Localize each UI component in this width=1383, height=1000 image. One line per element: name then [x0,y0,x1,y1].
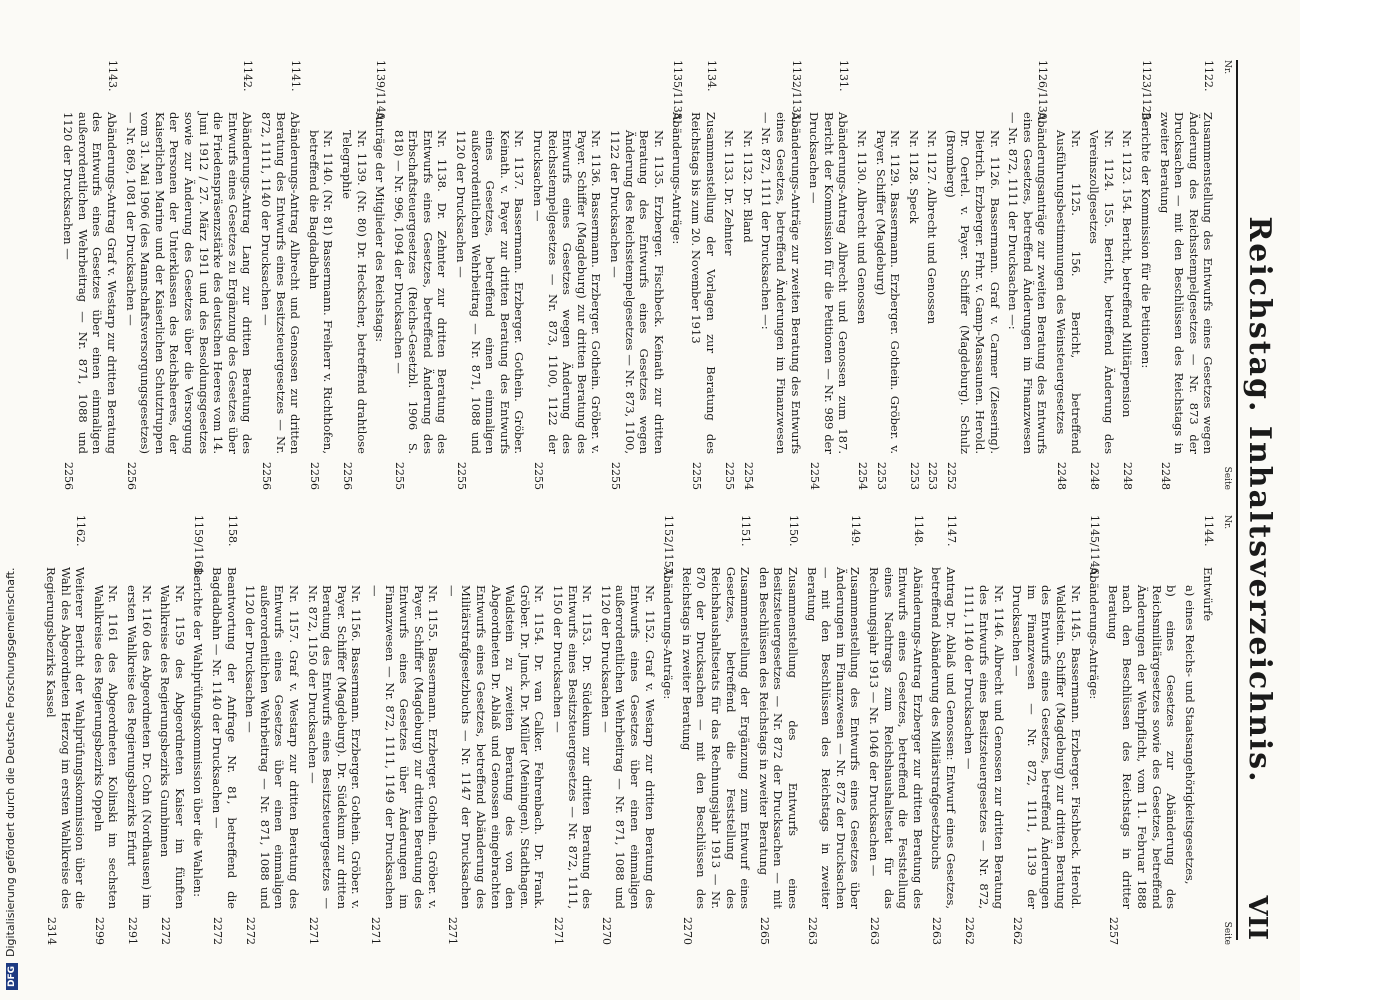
dfg-logo: DFG [6,963,18,990]
toc-entry [962,515,1006,945]
entry-number: 1134. [704,60,718,92]
entry-page: 2271 [445,917,459,945]
entry-number: 1132/1133. [789,60,803,124]
toc-entry [339,60,368,490]
entry-number: 1158. [225,515,239,547]
entry-number: 1139/1140. [374,60,388,124]
entry-page: 2272 [244,917,258,945]
entry-page: 2272 [211,917,224,945]
entry-text: Entwürfe [1201,567,1216,622]
toc-entry [91,515,120,945]
entry-text: Abänderungs-Anträge: [670,112,685,245]
entry-page: 2248 [1088,462,1102,490]
entry-text: Beantwortung der Anfrage Nr. 81, betreffend die Bagdadbahn — Nr. 1140 der Drucksachen — [210,567,239,909]
entry-number [1182,533,1197,585]
entry-number: 1150. [786,515,800,547]
entry-number: 1149. [849,515,863,547]
toc-entry [804,515,862,945]
entry-number: 1151. [739,515,753,547]
entry-text: Abänderungs-Antrag Lang zur dritten Beratung des Entwurfs eines Gesetzes zu Ergänzung des Gesetzes über die Friedenspräsenzstärke des deutschen Heeres vom 14. Juni 1912 / 27. März 1911 und des Besoldungsgesetzes sowie zur Änderung des Gesetzes über die Versorgung der Personen der Unterklassen des Reichsheeres, der Kaiserlichen Marine und der Kaiserlichen Schutztruppen vom 31. Mai 1906 (des Mannschaftsversorgungsgesetzes) — Nr. 869, 1081 der Drucksachen — [123,112,255,454]
toc-entry [756,515,800,945]
toc-entry [607,60,665,490]
toc-entry [1087,515,1102,945]
entry-text: Nr. 1139. (Nr. 80) Dr. Heckscher, betreffend drahtlose Telegraphie [339,130,369,454]
entry-text: Abänderungsanträge zur zweiten Beratung des Entwurfs eines Gesetzes, betreffend Änderungen im Finanzwesen — Nr. 872, 1111 der Drucksachen —: [1006,112,1050,454]
entry-text: Nr. 1155. Bassermann. Erzberger. Gothein. Gröber. v. Payer. Schiffer (Magdeburg) zur dritten Beratung des Entwurfs eines Gesetzes über Änderungen im Finanzwesen — Nr. 872, 1111, 1149 der Drucksachen — [367,585,441,909]
entry-number [530,78,603,130]
entry-text: Nr. 1123. 154. Bericht, betreffend Militärpension [1120,130,1135,418]
toc-entry [1120,60,1135,490]
entry-number [124,533,153,585]
entry-text: Abänderungs-Anträge: [661,567,676,700]
entry-page: 2252 [944,462,958,490]
entry-number [943,78,1001,130]
entry-text: Zusammenstellung der Ergänzung zum Entwurf eines Gesetzes, betreffend die Feststellung des Reichshaushaltsetats für das Rechnungsjahr 1913 — Nr. 870 der Drucksachen — mit den Beschlüssen des Reichstags in zweiter Beratung [679,567,753,909]
entry-text: Nr. 1136. Bassermann. Erzberger. Gothein. Gröber. v. Payer. Schiffer (Magdeburg) zur dritten Beratung des Entwurfs eines Gesetzes wegen Änderung des Reichsstempelgesetzes — Nr. 873, 1100, 1122 der Drucksachen — [531,130,604,454]
entry-text: Nr. 1129. Bassermann. Erzberger. Gothein. Gröber. v. Payer. Schiffer (Magdeburg) [873,130,903,454]
entry-page: 2271 [306,917,320,945]
toc-entry [1138,60,1153,490]
entry-text: Berichte der Wahlprüfungskommission über die Wahlen: [191,567,206,897]
entry-number [1087,78,1116,130]
entry-page: 2255 [455,462,469,490]
entry-text: Nr. 1153. Dr. Südekum zur dritten Beratung des Entwurfs eines Besitzsteuergesetzes — Nr. 872, 1111, 1150 der Drucksachen — [551,585,595,909]
toc-entry [61,60,119,490]
entry-number [962,533,1006,585]
footer-text: Digitalisierung gefördert durch die Deutsche Forschungsgemeinschaft. [4,567,17,957]
entry-number: 1142. [241,60,255,92]
column-header: Nr. Seite [1222,515,1232,945]
entry-text: Abänderungs-Antrag Albrecht und Genossen zum 187. Bericht der Kommission für die Petitionen — Nr. 989 der Drucksachen — [807,112,851,454]
toc-entry [943,60,1001,490]
toc-entry [679,515,752,945]
entry-text: Nr. 1160 des Abgeordneten Dr. Cohn (Nordhausen) im ersten Wahlkreise des Regierungsbezirks Erfurt [125,585,154,909]
toc-entry [209,515,238,945]
entry-page: 2271 [552,917,566,945]
entry-text: Nr. 1140. (Nr. 81) Bassermann. Freiherr v. Richthofen, betreffend die Bagdadbahn [306,130,336,454]
toc-entry [305,515,363,945]
entry-text: Abänderungs-Anträge zur zweiten Beratung des Entwurfs eines Gesetzes, betreffend Änderungen im Finanzwesen — Nr. 872, 1111 der Drucksachen —: [759,112,803,454]
toc-entry [1053,60,1082,490]
entry-text: Nr. 1135. Erzberger. Fischbeck. Keinath zur dritten Beratung des Entwurfs eines Gesetzes wegen Änderung des Reichsstempelgesetzes — Nr. 873, 1100, 1122 der Drucksachen — [608,130,666,454]
entry-number: 1131. [837,60,851,92]
toc-entry [373,60,388,490]
entry-number [906,78,921,130]
entry-text: Nr. 1156. Bassermann. Erzberger. Gothein. Gröber. v. Payer. Schiffer (Magdeburg). Dr. Südekum zur dritten Beratung des Entwurfs eines Besitzsteuergesetzes — Nr. 872, 1150 der Drucksachen — [305,585,364,909]
entry-text: Abänderungs-Antrag Erzberger zur dritten Beratung des Entwurfs eines Gesetzes, betreffend die Feststellung eines Nachtrags zum Reichshaushaltsetat für das Rechnungsjahr 1913 — Nr. 1046 der Drucksachen — [866,567,925,909]
left-column [20,60,1234,490]
entry-number [1120,78,1135,130]
toc-entry [550,515,594,945]
toc-entry [454,60,527,490]
entry-page: 2257 [1106,917,1120,945]
toc-entry [670,60,685,490]
entry-number [550,533,594,585]
entry-number [306,78,335,130]
toc-entry [43,515,87,945]
entry-page: 2256 [124,462,138,490]
entry-number: 1147. [944,515,958,547]
entry-number [391,78,449,130]
entry-number: 1126/1130. [1036,60,1050,124]
entry-text: Nr. 1126. Bassermann. Graf v. Carmer (Ziesering). Dietrich. Erzberger. Frhr. v. Gamp-Massaunen. Herold. Dr. Oertel. v. Payer. Schiffer (Magdeburg). Schulz (Bromberg) [943,130,1002,454]
toc-entry [1010,515,1083,945]
entry-page: 2299 [92,917,106,945]
toc-entry [367,515,440,945]
entry-page: 2255 [609,462,623,490]
entry-number: 1141. [289,60,303,92]
entry-number: 1122. [1202,60,1216,92]
entry-page: 2256 [340,462,354,490]
entry-number: 1144. [1202,515,1216,547]
toc-entry [530,60,603,490]
entry-text: Nr. 1130. Albrecht und Genossen [854,130,869,325]
entry-page: 2256 [259,462,273,490]
entry-text: Zusammenstellung der Vorlagen zur Beratung des Reichstags bis zum 20. November 1913 [689,112,718,454]
entry-page: 2255 [392,462,406,490]
entry-number [444,533,546,585]
toc-entry [1201,515,1216,945]
entry-number [607,78,665,130]
toc-entry [306,60,335,490]
entry-number [91,533,120,585]
entry-page: 2271 [368,917,382,945]
entry-page: 2272 [159,917,173,945]
entry-page: 2248 [1158,462,1172,490]
toc-entry [929,515,958,945]
entry-page: 2254 [855,462,869,490]
entry-page: 2256 [62,462,76,490]
entry-number [854,78,869,130]
entry-text: Nr. 1133. Dr. Zehnter [722,130,737,256]
toc-entry [807,60,851,490]
entry-number: 1143. [106,60,120,92]
entry-text: Anträge der Mitglieder des Reichstags: [373,112,388,342]
entry-text: Nr. 1137. Bassermann. Erzberger. Gothein. Gröber. Keinath. v. Payer zur dritten Beratung des Entwurfs eines Gesetzes, betreffend einen einmaligen außerordentlichen Wehrbeitrag — Nr. 871, 1088 und 1120 der Drucksachen — [454,130,527,454]
page-number: VII [1242,895,1272,940]
toc-entry [598,515,656,945]
entry-page: 2253 [907,462,921,490]
page-header [1236,60,1282,940]
entry-page: 2291 [126,917,140,945]
toc-entry [1182,515,1197,945]
entry-page: 2262 [963,917,977,945]
entry-text: Zusammenstellung des Entwurfs eines Besitzsteuergesetzes — Nr. 872 der Drucksachen — mit den Beschlüssen des Reichstags in zweiter Beratung [756,567,800,909]
entry-number: 1162. [74,515,88,547]
toc-entry [1087,60,1116,490]
toc-entry [258,60,302,490]
entry-text: Nr. 1146. Albrecht und Genossen zur dritten Beratung des Entwurfs eines Besitzsteuergesetzes — Nr. 872, 1111, 1140 der Drucksachen — [962,585,1006,909]
entry-page: 2254 [741,462,755,490]
entry-number [598,533,656,585]
entry-text: Zusammenstellung des Entwurfs eines Gesetzes wegen Änderung des Reichsstempelgesetzes — Nr. 873 der Drucksachen — mit den Beschlüssen des Reichstags in zweiter Beratung [1157,112,1216,454]
entry-page: 2263 [805,917,819,945]
toc-entry [124,515,153,945]
entry-number [740,78,755,130]
entry-text: Nr. 1154. Dr. van Calker. Fehrenbach. Dr. Frank. Gröber. Dr. Junck. Dr. Müller (Meiningen). Stadthagen. Waldstein zu zweiten Beratung des von den Abgeordneten Dr. Ablaß und Genossen eingebrachten Entwurfs eines Gesetzes, betreffend Abänderung des Militärstrafgesetzbuchs — Nr. 1147 der Drucksachen — [444,585,547,909]
entry-page: 2253 [926,462,940,490]
entry-page: 2248 [1121,462,1135,490]
toc-entry [444,515,546,945]
toc-entry [854,60,869,490]
column-header: Nr. Seite [1222,60,1232,490]
entry-number [305,533,363,585]
entry-number: 1135/1138. [671,60,685,124]
entry-text: Nr. 1157. Graf v. Westarp zur dritten Beratung des Entwurfs eines Gesetzes über einen einmaligen außerordentlichen Wehrbeitrag — Nr. 871, 1088 und 1120 der Drucksachen — [243,585,301,909]
entry-page: 2255 [532,462,546,490]
entry-list [61,60,1216,490]
toc-entry [866,515,924,945]
entry-text: Nr. 1138. Dr. Zehnter zur dritten Beratung des Entwurfs eines Gesetzes, betreffend Änderung des Erbschaftsteuergesetzes (Reichs-Gesetzbl. 1906 S. 818) — Nr. 996, 1094 der Drucksachen — [391,130,450,454]
entry-text: Nr. 1159 des Abgeordneten Kaiser im fünften Wahlkreise des Regierungsbezirks Gumbinnen [158,585,187,909]
toc-entry [722,60,737,490]
toc-entry [123,60,254,490]
entry-number [873,78,902,130]
toc-entry [759,60,803,490]
toc-entry [688,60,717,490]
right-column [20,515,1234,945]
entry-text: Nr. 1128. Speck [906,130,921,224]
entry-number [1053,78,1082,130]
entry-text: Nr. 1124. 155. Bericht, betreffend Änderung des Vereinszollgesetzes [1087,130,1116,454]
entry-list [43,515,1215,945]
entry-number: 1159/1161. [192,515,206,579]
toc-entry [191,515,206,945]
toc-entry [740,60,755,490]
entry-text: Nr. 1127. Albrecht und Genossen [925,130,940,325]
digitization-footer [4,0,24,1000]
entry-number [925,78,940,130]
entry-text: Nr. 1152. Graf v. Westarp zur dritten Beratung des Entwurfs eines Gesetzes über einen einmaligen außerordentlichen Wehrbeitrag — Nr. 871, 1088 und 1120 der Drucksachen — [598,585,657,909]
entry-number [454,78,527,130]
entry-number: 1145/1146. [1088,515,1102,579]
entry-page: 2255 [723,462,737,490]
entry-page: 2254 [808,462,822,490]
toc-entry [873,60,902,490]
entry-text: Weiterer Bericht der Wahlprüfungskommission über die Wahl des Abgeordneten Herzog im ersten Wahlkreise des Regierungsbezirks Kassel [44,567,88,909]
entry-text: Antrag Dr. Ablaß und Genossen: Entwurf eines Gesetzes, betreffend Abänderung des Militärstrafgesetzbuchs [929,567,958,909]
entry-number [1010,533,1083,585]
entry-text: a) eines Reichs- und Staatsangehörigkeitsgesetzes, [1182,585,1197,885]
entry-number [158,533,187,585]
entry-number [243,533,301,585]
entry-text: Berichte der Kommission für die Petitionen: [1139,112,1154,369]
toc-entry [925,60,940,490]
entry-page: 2270 [599,917,613,945]
entry-number [339,78,368,130]
toc-entry [1157,60,1215,490]
entry-page: 2255 [690,462,703,490]
entry-page: 2263 [867,917,881,945]
entry-page: 2265 [757,917,771,945]
entry-page: 2253 [874,462,888,490]
entry-page: 2262 [1011,917,1025,945]
toc-entry [661,515,676,945]
toc-entry [158,515,187,945]
entry-number: 1123/1125. [1140,60,1154,124]
entry-page: 2263 [930,917,944,945]
entry-number: 1148. [911,515,925,547]
entry-number [722,78,737,130]
entry-text: Abänderungs-Anträge: [1087,567,1102,700]
entry-text: b) eines Gesetzes zur Abänderung des Reichsmilitärgesetzes sowie des Gesetzes, betreffend Änderungen der Wehrpflicht, vom 11. Februar 1888 nach den Beschlüssen des Reichstags in dritter Beratung [1105,585,1179,909]
toc-entry [906,60,921,490]
toc-entry [1006,60,1050,490]
entry-text: Nr. 1132. Dr. Bland [740,130,755,243]
entry-text: Zusammenstellung des Entwurfs eines Gesetzes über Änderungen im Finanzwesen — Nr. 872 der Drucksachen — mit den Beschlüssen des Reichstags in zweiter Beratung [804,567,863,909]
entry-text: Nr. 1161 des Abgeordneten Kolinski im sechsten Wahlkreise des Regierungsbezirks Oppeln [91,585,121,909]
entry-text: Abänderungs-Antrag Graf v. Westarp zur dritten Beratung des Entwurfs eines Gesetzes über einen einmaligen außerordentlichen Wehrbeitrag — Nr. 871, 1088 und 1120 der Drucksachen — [61,112,120,454]
entry-text: Abänderungs-Antrag Albrecht und Genossen zur dritten Beratung des Entwurfs eines Besitzsteuergesetzes — Nr. 872, 1111, 1140 der Drucksachen — [258,112,303,454]
page-title: Reichstag. Inhaltsverzeichnis. [1242,216,1277,784]
entry-number [1105,533,1178,585]
toc-entry [1105,515,1178,945]
entry-number: 1152/1157. [662,515,676,579]
entry-number [367,533,440,585]
entry-page: 2270 [680,917,694,945]
entry-page: 2248 [1055,462,1069,490]
entry-text: Nr. 1125. 156. Bericht, betreffend Ausführungsbestimmungen des Weinsteuergesetzes [1054,130,1083,454]
entry-text: Nr. 1145. Bassermann. Erzberger. Fischbeck. Herold. Waldstein. Schiffer (Magdeburg) zur dritten Beratung des Entwurfs eines Gesetzes, betreffend Änderungen im Finanzwesen — Nr. 872, 1111, 1139 der Drucksachen — [1010,585,1083,909]
entry-page: 2314 [45,917,59,945]
entry-page: 2256 [307,462,321,490]
toc-entry [243,515,301,945]
toc-entry [391,60,449,490]
